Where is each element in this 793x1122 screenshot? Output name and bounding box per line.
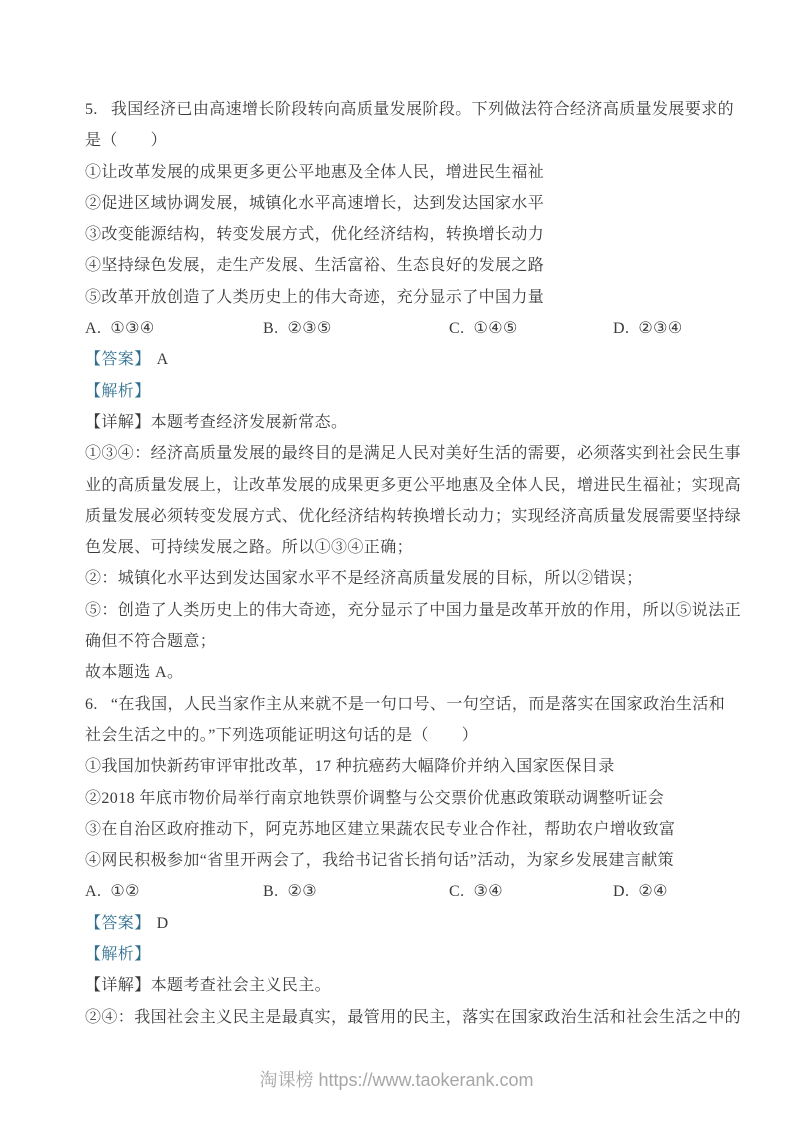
- detail-line: [85, 563, 717, 594]
- detail-text: 业的高质量发展上，让改革发展的成果更多更公平地惠及全体人民，增进民生福祉；实现高: [85, 476, 742, 494]
- watermark-text: 淘课榜 https://www.taokerank.com: [259, 1070, 534, 1090]
- item-line: [85, 219, 717, 250]
- options-row: [85, 876, 717, 907]
- item-line: [85, 751, 717, 782]
- detail-line: [85, 970, 717, 1001]
- detail-line: [85, 1002, 742, 1033]
- option-label: B.: [263, 320, 279, 338]
- stem-text: “在我国，人民当家作主从来就不是一句口号、一句空话，而是落实在国家政治生活和: [110, 695, 726, 713]
- item-text: ②促进区域协调发展，城镇化水平高速增长，达到发达国家水平: [85, 194, 545, 212]
- item-text: ①让改革发展的成果更多更公平地惠及全体人民，增进民生福祉: [85, 163, 545, 181]
- item-line: [85, 282, 717, 313]
- document-content: [85, 94, 742, 1033]
- option-item: [449, 876, 613, 907]
- item-line: [85, 250, 717, 281]
- question-number: 5.: [85, 101, 98, 118]
- option-label: B.: [263, 883, 279, 901]
- analysis-label: 【解析】: [85, 946, 151, 964]
- detail-text: ①③④：经济高质量发展的最终目的是满足人民对美好生活的需要，必须落实到社会民生事: [85, 445, 742, 463]
- analysis-line: [85, 376, 717, 407]
- item-line: [85, 845, 717, 876]
- option-value: ①④⑤: [473, 320, 518, 338]
- option-label: D.: [613, 883, 630, 901]
- option-value: ①③④: [110, 320, 155, 338]
- answer-value: D: [156, 914, 169, 932]
- item-text: ③在自治区政府推动下，阿克苏地区建立果蔬农民专业合作社，帮助农户增收致富: [85, 820, 676, 838]
- item-text: ⑤改革开放创造了人类历史上的伟大奇迹，充分显示了中国力量: [85, 288, 545, 306]
- option-label: D.: [613, 320, 630, 338]
- answer-value: A: [156, 351, 169, 369]
- item-text: ③改变能源结构，转变发展方式，优化经济结构，转换增长动力: [85, 226, 545, 244]
- option-label: C.: [449, 320, 465, 338]
- detail-text: ②：城镇化水平达到发达国家水平不是经济高质量发展的目标，所以②错误；: [85, 570, 643, 588]
- option-value: ②④: [638, 883, 668, 901]
- detail-line: [85, 626, 717, 657]
- detail-text: 确但不符合题意；: [85, 633, 217, 651]
- item-line: [85, 188, 717, 219]
- option-item: [449, 313, 613, 344]
- answer-line: [85, 908, 717, 939]
- stem-line: [85, 689, 726, 720]
- analysis-label: 【解析】: [85, 382, 151, 400]
- option-item: [263, 876, 449, 907]
- item-text: ②2018 年底市物价局举行南京地铁票价调整与公交票价优惠政策联动调整听证会: [85, 789, 665, 807]
- stem-text: 我国经济已由高速增长阶段转向高质量发展阶段。下列做法符合经济高质量发展要求的: [110, 101, 735, 118]
- stem-text: 社会生活之中的。”下列选项能证明这句话的是（ ）: [85, 726, 479, 744]
- stem-line: [85, 720, 717, 751]
- option-item: [613, 876, 668, 907]
- stem-line: [85, 94, 735, 125]
- detail-text: ⑤：创造了人类历史上的伟大奇迹，充分显示了中国力量是改革开放的作用，所以⑤说法正: [85, 601, 742, 619]
- analysis-line: [85, 939, 717, 970]
- item-line: [85, 814, 717, 845]
- detail-line: [85, 470, 742, 501]
- option-value: ②③④: [638, 320, 683, 338]
- options-row: [85, 313, 717, 344]
- option-item: [85, 876, 263, 907]
- detail-line: [85, 501, 742, 532]
- option-value: ②③⑤: [287, 320, 332, 338]
- option-label: C.: [449, 883, 465, 901]
- option-value: ①②: [110, 883, 140, 901]
- item-text: ④网民积极参加“省里开两会了，我给书记省长捎句话”活动，为家乡发展建言献策: [85, 852, 675, 870]
- option-item: [613, 313, 683, 344]
- answer-line: [85, 344, 717, 375]
- item-line: [85, 783, 717, 814]
- detail-text: 【详解】本题考查经济发展新常态。: [85, 413, 348, 431]
- page-footer: [0, 1066, 793, 1094]
- option-label: A.: [85, 883, 102, 901]
- question-block: [85, 94, 742, 689]
- detail-text: 质量发展必须转变发展方式、优化经济结构转换增长动力；实现经济高质量发展需要坚持绿: [85, 507, 742, 525]
- detail-line: [85, 407, 717, 438]
- detail-text: 故本题选 A。: [85, 664, 184, 682]
- detail-line: [85, 657, 717, 688]
- item-text: ④坚持绿色发展，走生产发展、生活富裕、生态良好的发展之路: [85, 257, 545, 275]
- option-item: [85, 313, 263, 344]
- answer-label: 【答案】: [85, 351, 151, 369]
- question-block: [85, 689, 742, 1033]
- detail-line: [85, 438, 742, 469]
- stem-line: [85, 125, 717, 156]
- option-item: [263, 313, 449, 344]
- option-value: ③④: [473, 883, 503, 901]
- option-label: A.: [85, 320, 102, 338]
- detail-text: 【详解】本题考查社会主义民主。: [85, 977, 332, 995]
- stem-text: 是（ ）: [85, 132, 168, 150]
- question-number: 6.: [85, 695, 98, 713]
- detail-text: ②④：我国社会主义民主是最真实，最管用的民主，落实在国家政治生活和社会生活之中的: [85, 1008, 742, 1026]
- answer-label: 【答案】: [85, 914, 151, 932]
- item-text: ①我国加快新药审评审批改革，17 种抗癌药大幅降价并纳入国家医保目录: [85, 758, 615, 776]
- item-line: [85, 157, 717, 188]
- option-value: ②③: [287, 883, 317, 901]
- detail-line: [85, 595, 742, 626]
- detail-line: [85, 532, 717, 563]
- detail-text: 色发展、可持续发展之路。所以①③④正确；: [85, 539, 414, 557]
